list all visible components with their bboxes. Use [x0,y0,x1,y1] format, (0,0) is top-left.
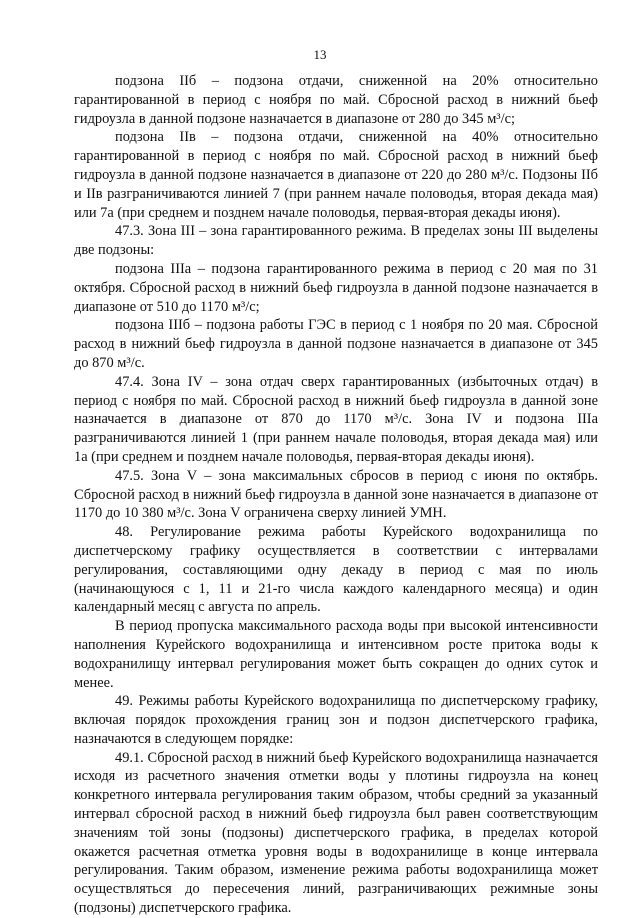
paragraph-subzone-2b: подзона IIб – подзона отдачи, сниженной на 20% относительно гарантированной в период с ноября по май. Сбросной расход в нижний бьеф гидроузла в данной подзоне назначается в диапазоне от 280 до 345 м³/с; [74,73,598,127]
paragraph-49-modes: 49. Режимы работы Курейского водохранилища по диспетчерскому графику, включая порядок прохождения границ зон и подзон диспетчерского графика, назначаются в следующем порядке: [74,693,598,747]
paragraph-49-1-discharge: 49.1. Сбросной расход в нижний бьеф Курейского водохранилища назначается исходя из расчетного значения отметки воды у плотины гидроузла на конец конкретного интервала регулирования таким образом, чтобы средний за указанный интервал сбросной расход в нижний бьеф гидроузла был равен соответствующим значениям той зоны (подзоны) диспетчерского графика, в пределах которой окажется расчетная отметка уровня воды в водохранилище в конце интервала регулирования. Таким образом, изменение режима работы водохранилища может осуществляться до пересечения линий, разграничивающих режимные зоны (подзоны) диспетчерского графика. [74,749,598,917]
paragraph-48-max-discharge: В период пропуска максимального расхода воды при высокой интенсивности наполнения Курейского водохранилища и интенсивном росте притока воды к водохранилищу интервал регулирования может быть сокращен до одних суток и менее. [74,618,598,691]
paragraph-47-4-zone-4: 47.4. Зона IV – зона отдач сверх гарантированных (избыточных отдач) в период с ноября по май. Сбросной расход в нижний бьеф гидроузла в данной зоне назначается в диапазоне от 870 до 1170 м³/с. Зона IV и подзона IIIа разграничиваются линией 1 (при раннем начале половодья, вторая декада мая) или 1а (при среднем и позднем начале половодья, первая-вторая декады июня). [74,373,598,465]
page-number: 13 [313,47,327,62]
document-body [74,72,598,918]
paragraph-47-5-zone-5: 47.5. Зона V – зона максимальных сбросов в период с июня по октябрь. Сбросной расход в нижний бьеф гидроузла в данной зоне назначается в диапазоне от 1170 до 10 380 м³/с. Зона V ограничена сверху линией УМН. [74,467,598,522]
paragraph-48-regulation: 48. Регулирование режима работы Курейского водохранилища по диспетчерскому графику осуществляется в соответствии с интервалами регулирования, составляющими одну декаду в период с мая по июль (начинающуюся с 1, 11 и 21-го числа каждого календарного месяца) и один календарный месяц с августа по апрель. [74,524,598,616]
paragraph-subzone-3a: подзона IIIа – подзона гарантированного режима в период с 20 мая по 31 октября. Сбросной расход в нижний бьеф гидроузла в данной подзоне назначается в диапазоне от 510 до 1170 м³/с; [74,260,598,315]
paragraph-subzone-3b: подзона IIIб – подзона работы ГЭС в период с 1 ноября по 20 мая. Сбросной расход в нижний бьеф гидроузла в данной подзоне назначается в диапазоне от 345 до 870 м³/с. [74,317,598,371]
paragraph-subzone-2v: подзона IIв – подзона отдачи, сниженной на 40% относительно гарантированной в период с ноября по май. Сбросной расход в нижний бьеф гидроузла в данной подзоне назначается в диапазоне от 220 до 280 м³/с. Подзоны IIб и IIв разграничиваются линией 7 (при раннем начале половодья, вторая декада мая) или 7а (при среднем и позднем начале половодья, первая-вторая декады июня). [74,129,598,221]
paragraph-47-3-zone-3: 47.3. Зона III – зона гарантированного режима. В пределах зоны III выделены две подзоны: [74,223,598,259]
